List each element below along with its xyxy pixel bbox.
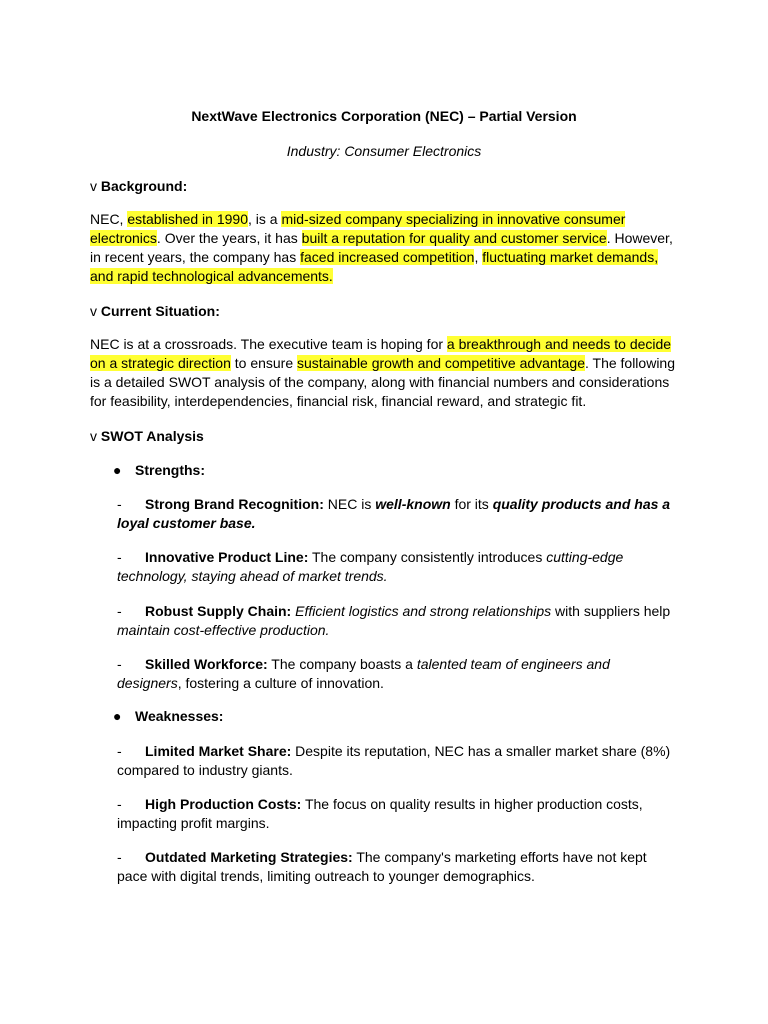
heading-marker: v bbox=[90, 303, 97, 319]
item-title: Robust Supply Chain: bbox=[145, 603, 292, 619]
text-run: Despite its reputation, NEC has a smaller market share (8%) compared to industry giants. bbox=[117, 743, 671, 778]
heading-label: Background: bbox=[100, 178, 188, 194]
text-run: NEC is bbox=[323, 496, 376, 512]
item-title: Innovative Product Line: bbox=[145, 549, 309, 565]
strength-item bbox=[117, 548, 677, 586]
text-run: . However, in recent years, the company has bbox=[90, 230, 673, 265]
emphasis-text: talented team of engineers and designers bbox=[117, 656, 610, 691]
swot-heading bbox=[90, 428, 204, 444]
text-run: The company's marketing efforts have not kept pace with digital trends, limiting outreach to younger demographics. bbox=[117, 849, 647, 884]
weaknesses-bullet bbox=[113, 708, 223, 724]
weakness-item bbox=[117, 742, 677, 780]
item-title: High Production Costs: bbox=[145, 796, 302, 812]
highlighted-text: established in 1990 bbox=[127, 211, 248, 227]
text-run: . The following is a detailed SWOT analysis of the company, along with financial numbers and considerations for feasibility, interdependencies, financial risk, financial reward, and strategic fit. bbox=[90, 355, 675, 409]
text-run: The company consistently introduces bbox=[308, 549, 547, 565]
emphasis-text: quality products and has a loyal customer base. bbox=[117, 496, 671, 531]
background-paragraph bbox=[90, 210, 680, 286]
text-run: , is a bbox=[248, 211, 282, 227]
dash-marker: - bbox=[117, 849, 122, 865]
bullet-icon: ● bbox=[113, 708, 122, 724]
dash-marker: - bbox=[117, 656, 122, 672]
situation-paragraph bbox=[90, 335, 680, 411]
highlighted-text: fluctuating market demands, and rapid technological advancements. bbox=[90, 249, 659, 284]
weaknesses-label: Weaknesses: bbox=[135, 708, 224, 724]
item-title: Limited Market Share: bbox=[145, 743, 292, 759]
text-run: to ensure bbox=[230, 355, 298, 371]
item-title: Strong Brand Recognition: bbox=[145, 496, 324, 512]
background-heading bbox=[90, 178, 187, 194]
text-run: with suppliers help bbox=[551, 603, 671, 619]
dash-marker: - bbox=[117, 603, 122, 619]
bullet-icon: ● bbox=[113, 462, 122, 478]
dash-marker: - bbox=[117, 796, 122, 812]
industry-subtitle: Industry: Consumer Electronics bbox=[286, 143, 482, 159]
highlighted-text: built a reputation for quality and customer service bbox=[301, 230, 607, 246]
dash-marker: - bbox=[117, 743, 122, 759]
dash-marker: - bbox=[117, 496, 122, 512]
text-run: The focus on quality results in higher production costs, impacting profit margins. bbox=[117, 796, 643, 831]
strengths-bullet bbox=[113, 462, 205, 478]
heading-label: Current Situation: bbox=[100, 303, 220, 319]
document-title: NextWave Electronics Corporation (NEC) – Partial Version bbox=[191, 108, 577, 124]
highlighted-text: faced increased competition bbox=[300, 249, 475, 265]
strength-item bbox=[117, 655, 677, 693]
text-run: , fostering a culture of innovation. bbox=[177, 675, 384, 691]
strength-item bbox=[117, 602, 677, 640]
emphasis-text: cutting-edge technology, staying ahead of market trends. bbox=[117, 549, 624, 584]
highlighted-text: a breakthrough and needs to decide on a strategic direction bbox=[90, 336, 672, 371]
item-title: Skilled Workforce: bbox=[145, 656, 268, 672]
text-run: NEC, bbox=[90, 211, 128, 227]
weakness-item bbox=[117, 848, 677, 886]
emphasis-text: well-known bbox=[375, 496, 451, 512]
text-run: , bbox=[474, 249, 483, 265]
heading-label: SWOT Analysis bbox=[100, 428, 204, 444]
strengths-label: Strengths: bbox=[135, 462, 205, 478]
item-title: Outdated Marketing Strategies: bbox=[145, 849, 353, 865]
dash-marker: - bbox=[117, 549, 122, 565]
emphasis-text: Efficient logistics and strong relationships bbox=[295, 603, 552, 619]
weakness-item bbox=[117, 795, 677, 833]
text-run: for its bbox=[450, 496, 493, 512]
highlighted-text: mid-sized company specializing in innovative consumer electronics bbox=[90, 211, 626, 246]
heading-marker: v bbox=[90, 428, 97, 444]
text-run: The company boasts a bbox=[267, 656, 417, 672]
situation-heading bbox=[90, 303, 220, 319]
text-run: . Over the years, it has bbox=[156, 230, 302, 246]
text-run: NEC is at a crossroads. The executive team is hoping for bbox=[90, 336, 447, 352]
heading-marker: v bbox=[90, 178, 97, 194]
emphasis-text: maintain cost-effective production. bbox=[117, 622, 330, 638]
strength-item bbox=[117, 495, 677, 533]
highlighted-text: sustainable growth and competitive advantage bbox=[297, 355, 585, 371]
